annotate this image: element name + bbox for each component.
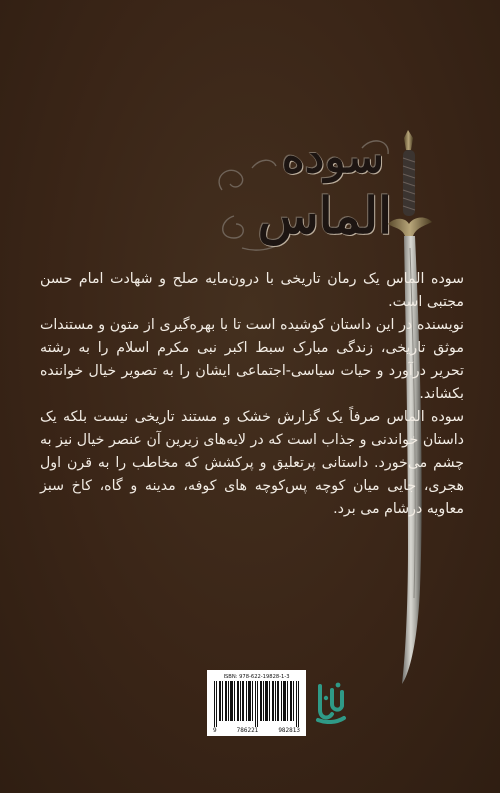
description-paragraph-3: سوده الماس صرفاً یک گزارش خشک و مستند تاریخی نیست بلکه یک داستان خواندنی و جذاب است که در لایه‌های زیرین آن عنصر خیال نیز به چشم می‌خورد. داستانی پرتعلیق و پرکشش که مخاطب را به قرن اول هجری، جایی میان کوچه پس‌کوچه های کوفه، مدینه و گاه، کاخ سبز معاویه درشام می برد. xyxy=(40,409,464,517)
barcode-icon xyxy=(212,681,301,727)
barcode-digit-group-1: 786221 xyxy=(236,727,259,734)
isbn-barcode xyxy=(207,670,306,736)
title-line-1: سوده xyxy=(281,132,384,183)
publisher-logo-icon xyxy=(312,680,348,724)
description-paragraph-1: سوده الماس یک رمان تاریخی با درون‌مایه صلح و شهادت امام حسن مجتبی است. xyxy=(40,271,464,310)
description-text xyxy=(40,268,464,521)
barcode-digit-prefix: 9 xyxy=(213,727,217,734)
isbn-label: ISBN: 978-622-19828-1-3 xyxy=(223,674,290,680)
barcode-digit-group-2: 982813 xyxy=(278,727,300,734)
barcode-digits xyxy=(212,727,301,734)
title-line-2: الماس xyxy=(257,186,392,245)
description-paragraph-2: نویسنده در این داستان کوشیده است تا با بهره‌گیری از متون و مستندات موثق تاریخی، زندگی مبارک سبط اکبر نبی مکرم اسلام را به رشته تحریر درآورد و حیات سیاسی-اجتماعی ایشان را به تصویر خیال خواننده بکشاند. xyxy=(40,317,464,402)
